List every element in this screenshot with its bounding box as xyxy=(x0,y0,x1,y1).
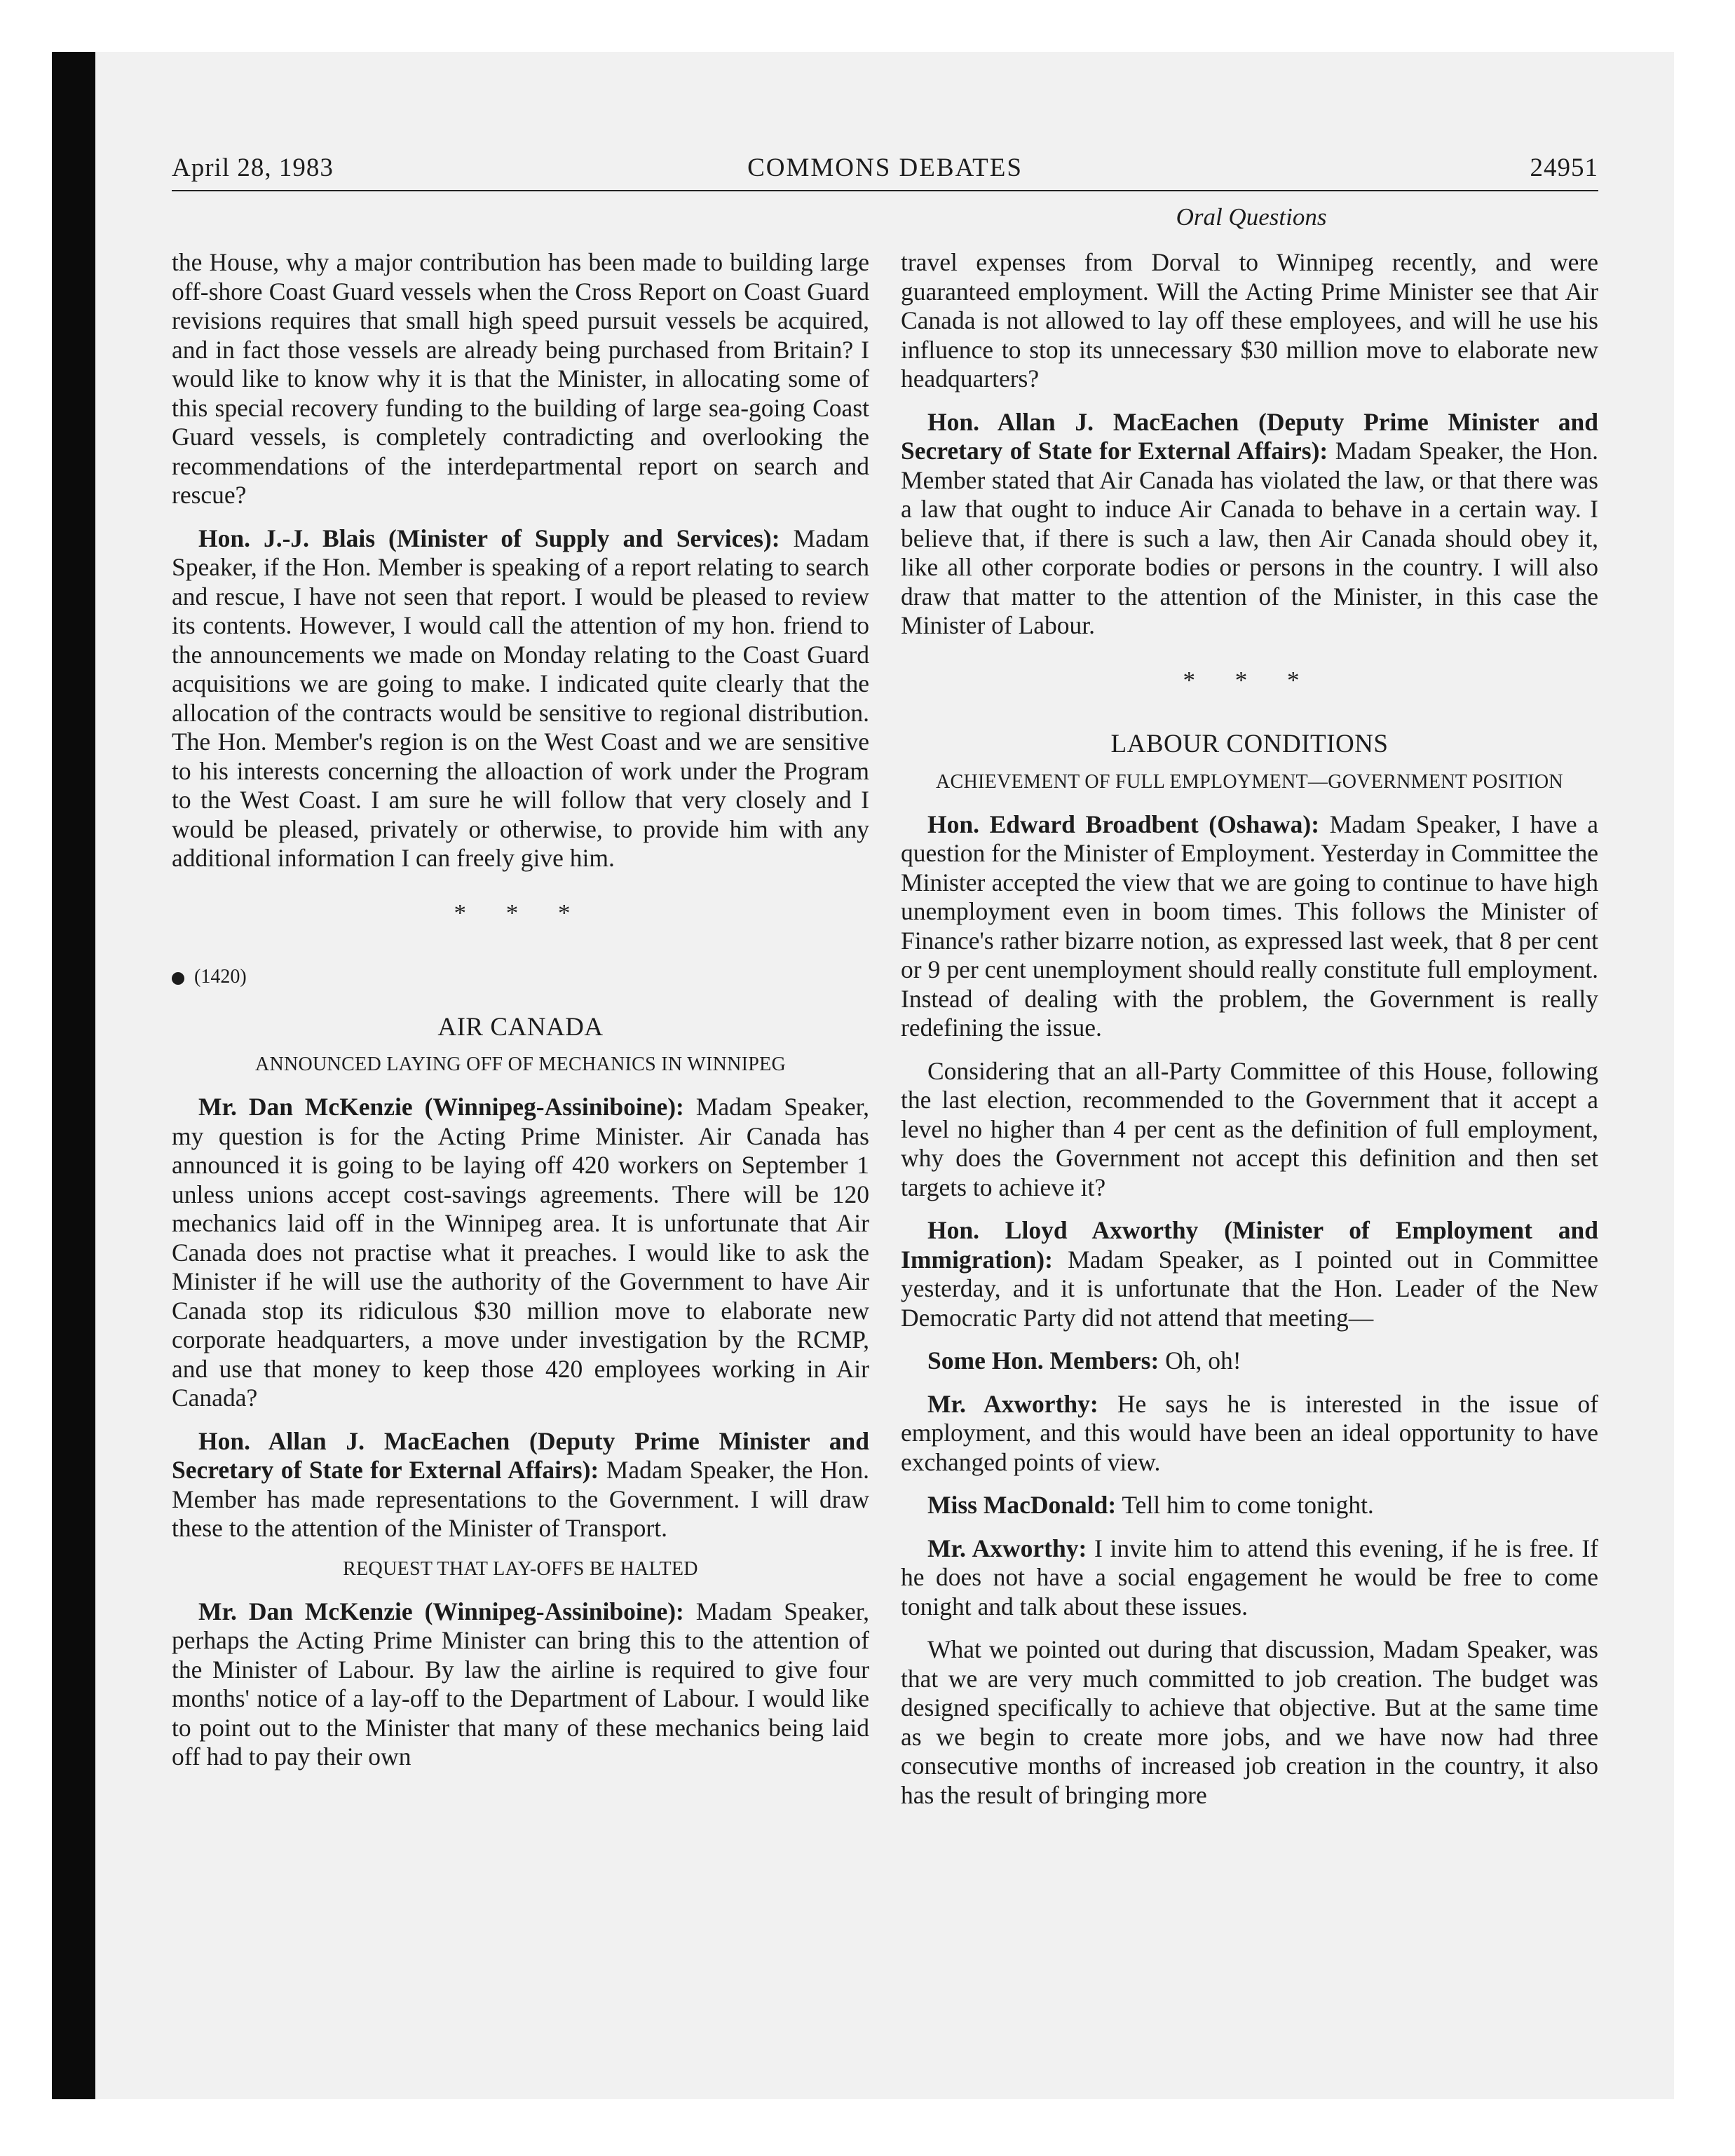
section-break: * * * xyxy=(1183,666,1316,694)
speaker-name: Hon. Edward Broadbent (Oshawa): xyxy=(927,810,1320,838)
paragraph xyxy=(172,524,869,873)
paragraph xyxy=(901,1491,1598,1520)
section-label: Oral Questions xyxy=(1176,203,1327,231)
header-rule xyxy=(172,190,1598,191)
paragraph: What we pointed out during that discussion, Madam Speaker, was that we are very much committed to job creation. The budget was designed specifically to achieve that objective. But at the same time as we begin to create more jobs, and we have now had three consecutive months of increased job creation in the country, it also has the result of bringing more xyxy=(901,1635,1598,1809)
paragraph xyxy=(901,1534,1598,1622)
bullet-icon xyxy=(172,972,184,985)
speaker-name: Mr. Axworthy: xyxy=(927,1534,1087,1562)
paragraph xyxy=(172,1093,869,1413)
speech-text: Madam Speaker, the Hon. Member has made representations to the Government. I will draw these to the attention of the Minister of Transport. xyxy=(172,1456,869,1542)
speech-text: Madam Speaker, if the Hon. Member is speaking of a report relating to search and rescue, I have not seen that report. I would be pleased to review its contents. However, I would call the attention of my hon. friend to the announcements we made on Monday relating to the Coast Guard acquisitions we are going to make. I indicated quite clearly that the allocation of the contracts would be sensitive to regional distribution. The Hon. Member's region is on the West Coast and we are sensitive to his interests concerning the alloaction of work under the Program to the West Coast. I am sure he will follow that very closely and I would be pleased, privately or otherwise, to provide him with any additional information I can freely give him. xyxy=(172,524,869,872)
left-column xyxy=(172,248,869,1786)
paragraph: travel expenses from Dorval to Winnipeg recently, and were guaranteed employment. Will the Acting Prime Minister see that Air Canada is not allowed to lay off these employees, and will he use his influence to stop its unnecessary $30 million move to elaborate new headquarters? xyxy=(901,248,1598,393)
speech-text: I invite him to attend this evening, if he is free. If he does not have a social engagement he would be free to come tonight and talk about these issues. xyxy=(901,1534,1598,1621)
speaker-name: Miss MacDonald: xyxy=(927,1491,1117,1519)
section-heading: LABOUR CONDITIONS xyxy=(1110,730,1389,758)
speech-text: He says he is interested in the issue of employment, and this would have been an ideal opportunity to have exchanged points of view. xyxy=(901,1389,1598,1476)
speaker-name: Hon. Allan J. MacEachen (Deputy Prime Minister and Secretary of State for External Affairs): xyxy=(172,1426,869,1484)
section-subheading: REQUEST THAT LAY-OFFS BE HALTED xyxy=(343,1557,698,1580)
right-column xyxy=(901,248,1598,1824)
speaker-name: Hon. Allan J. MacEachen (Deputy Prime Minister and Secretary of State for External Affairs): xyxy=(901,407,1598,465)
speaker-name: Mr. Dan McKenzie (Winnipeg-Assiniboine): xyxy=(198,1093,684,1121)
speech-text: Madam Speaker, the Hon. Member stated that Air Canada has violated the law, or that there was a law that ought to induce Air Canada to behave in a certain way. I believe that, if there is such a law, then Air Canada should obey it, like all other corporate bodies or persons in the country. I will also draw that matter to the attention of the Minister, in this case the Minister of Labour. xyxy=(901,437,1598,639)
speaker-name: Hon. Lloyd Axworthy (Minister of Employment and Immigration): xyxy=(901,1216,1598,1274)
speaker-name: Some Hon. Members: xyxy=(927,1346,1159,1374)
speech-text: Oh, oh! xyxy=(1159,1346,1241,1374)
speaker-name: Mr. Dan McKenzie (Winnipeg-Assiniboine): xyxy=(198,1597,684,1625)
paragraph: Considering that an all-Party Committee of this House, following the last election, recommended to the Government that it accept a level no higher than 4 per cent as the definition of full employment, why does the Government not accept this definition and then set targets to achieve it? xyxy=(901,1056,1598,1201)
section-break: * * * xyxy=(454,899,587,927)
speech-text: Madam Speaker, as I pointed out in Committee yesterday, and it is unfortunate that the Hon. Leader of the New Democratic Party did not attend that meeting— xyxy=(901,1245,1598,1332)
section-subheading: ACHIEVEMENT OF FULL EMPLOYMENT—GOVERNMENT POSITION xyxy=(936,770,1563,793)
speaker-name: Hon. J.-J. Blais (Minister of Supply and Services): xyxy=(198,524,780,552)
speaker-name: Mr. Axworthy: xyxy=(927,1389,1098,1418)
speech-text: Madam Speaker, I have a question for the Minister of Employment. Yesterday in Committee the Minister accepted the view that we are going to continue to have high unemployment even in boom times. This follows the Minister of Finance's rather bizarre notion, as expressed last week, that 8 per cent or 9 per cent unemployment should really constitute full employment. Instead of dealing with the problem, the Government is really redefining the issue. xyxy=(901,810,1598,1042)
paragraph xyxy=(901,1346,1598,1376)
speech-text: Tell him to come tonight. xyxy=(1116,1491,1374,1519)
section-heading: AIR CANADA xyxy=(437,1012,604,1042)
paragraph xyxy=(901,1390,1598,1478)
paragraph xyxy=(901,1216,1598,1332)
paragraph xyxy=(172,1427,869,1543)
speech-text: Madam Speaker, perhaps the Acting Prime Minister can bring this to the attention of the Minister of Labour. By law the airline is required to give four months' notice of a lay-off to the Department of Labour. I would like to point out to the Minister that many of these mechanics being laid off had to pay their own xyxy=(172,1597,869,1770)
speech-text: Madam Speaker, my question is for the Acting Prime Minister. Air Canada has announced it is going to be laying off 420 workers on September 1 unless unions accept cost-savings agreements. There will be 120 mechanics laid off in the Winnipeg area. It is unfortunate that Air Canada does not practise what it preaches. I would like to ask the Minister if he will use the authority of the Government to have Air Canada stop its ridiculous $30 million move to elaborate new corporate headquarters, a move under investigation by the RCMP, and use that money to keep those 420 employees working in Air Canada? xyxy=(172,1093,869,1412)
section-subheading: ANNOUNCED LAYING OFF OF MECHANICS IN WINNIPEG xyxy=(254,1053,787,1075)
paragraph xyxy=(901,810,1598,1043)
timestamp xyxy=(172,962,869,992)
timestamp-text: (1420) xyxy=(194,966,247,988)
page-number: 24951 xyxy=(1530,153,1598,182)
paragraph xyxy=(172,1597,869,1772)
paragraph xyxy=(901,408,1598,641)
paragraph: the House, why a major contribution has been made to building large off-shore Coast Guard vessels when the Cross Report on Coast Guard revisions requires that small high speed pursuit vessels be acquired, and in fact those vessels are already being purchased from Britain? I would like to know why it is that the Minister, in allocating some of this special recovery funding to the building of large sea-going Coast Guard vessels, is completely contradicting and overlooking the recommendations of the interdepartmental report on search and rescue? xyxy=(172,248,869,509)
scan-edge-bar xyxy=(52,52,95,2099)
running-header xyxy=(172,153,1598,195)
publication-title: COMMONS DEBATES xyxy=(747,153,1023,182)
header-date: April 28, 1983 xyxy=(172,153,334,182)
